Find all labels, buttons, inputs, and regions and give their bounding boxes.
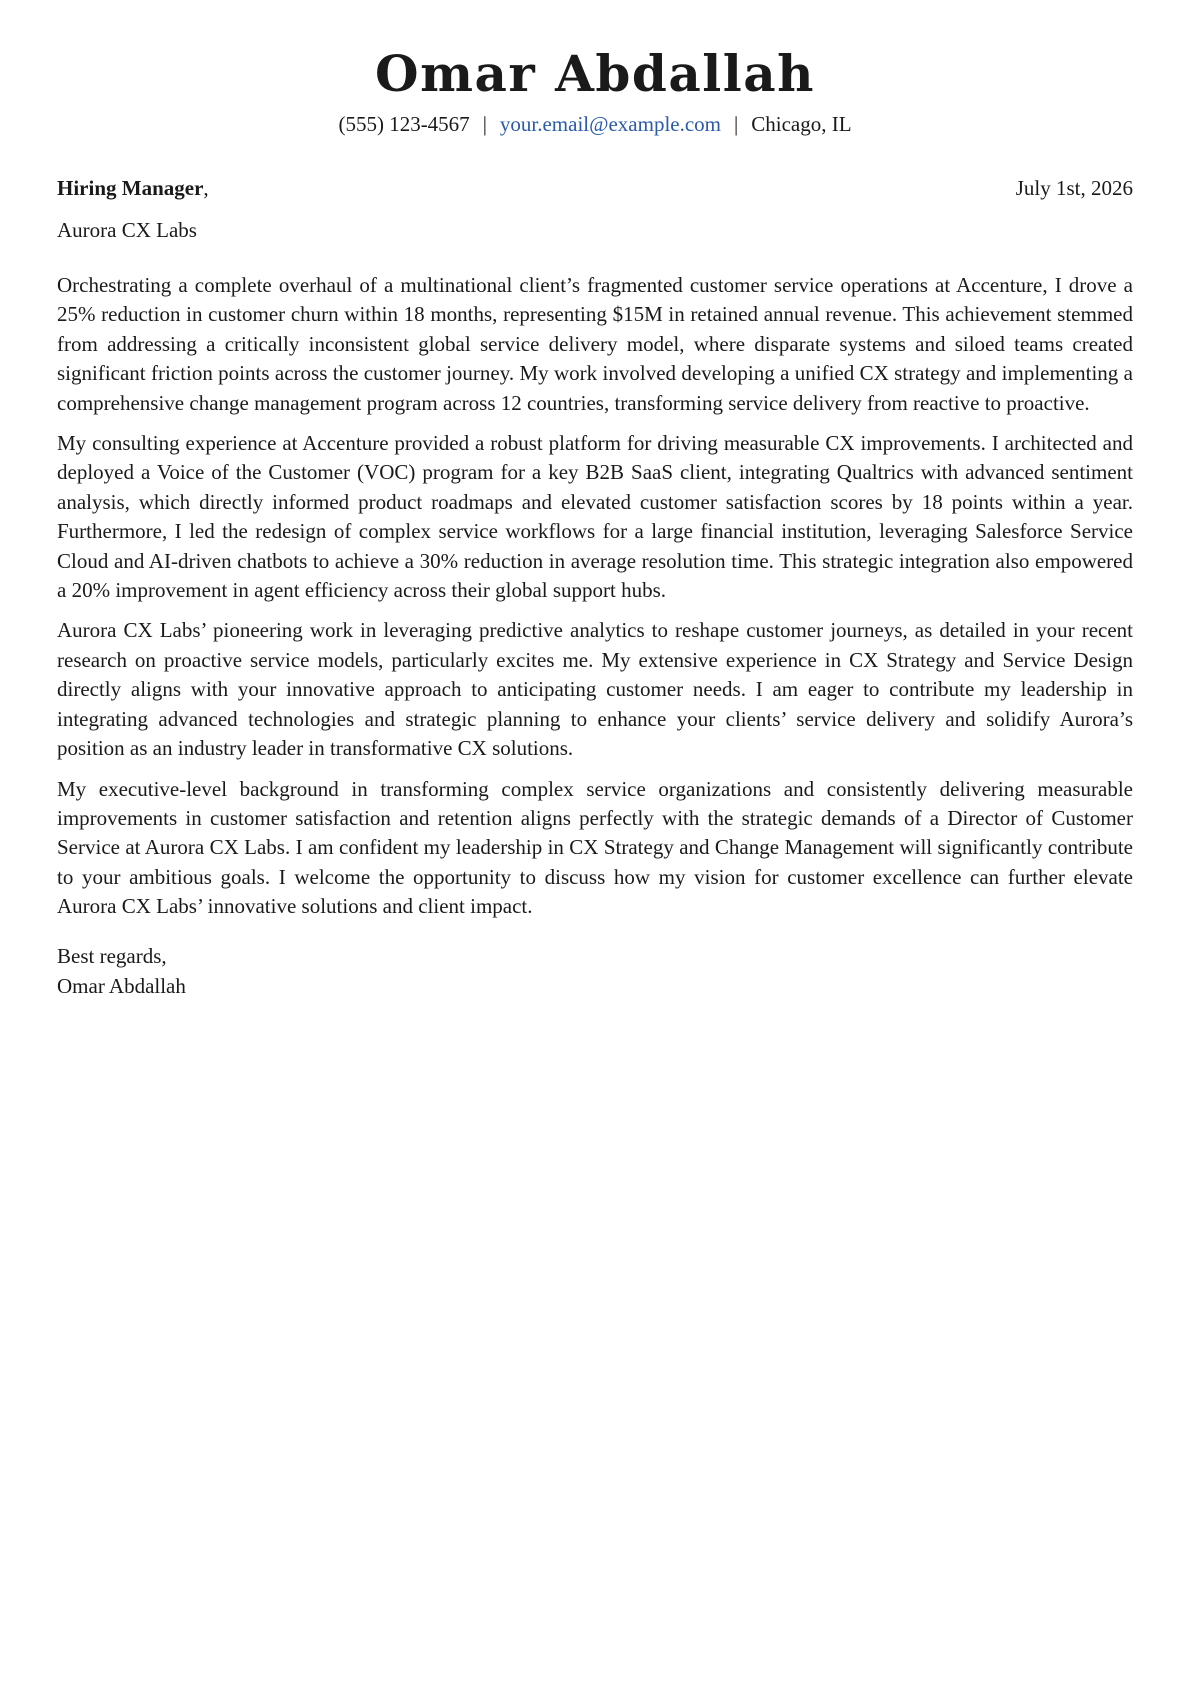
contact-separator: | — [734, 112, 739, 136]
closing-salutation: Best regards, — [57, 943, 167, 968]
phone-number: (555) 123-4567 — [338, 112, 470, 136]
body-paragraph: My consulting experience at Accenture provided a robust platform for driving measurable CX improvements. I architected and deployed a Voice of the Customer (VOC) program for a key B2B SaaS client, integrating Qualtrics with advanced sentiment analysis, which directly informed product roadmaps and elevated customer satisfaction scores by 18 points within a year. Furthermore, I led the redesign of complex service workflows for a large financial institution, leveraging Salesforce Service Cloud and AI-driven chatbots to achieve a 30% reduction in average resolution time. This strategic integration also empowered a 20% improvement in agent efficiency across their global support hubs. — [57, 431, 1133, 603]
cover-letter-page — [57, 0, 1133, 1001]
recipient-line — [57, 174, 209, 202]
closing-block — [57, 941, 1133, 1001]
body-paragraph: Orchestrating a complete overhaul of a multinational client’s fragmented customer service operations at Accenture, I drove a 25% reduction in customer churn within 18 months, representing $15M in retained annual revenue. This achievement stemmed from addressing a critically inconsistent global service delivery model, where disparate systems and siloed teams created significant friction points across the customer journey. My work involved developing a unified CX strategy and implementing a comprehensive change management program across 12 countries, transforming service delivery from reactive to proactive. — [57, 273, 1133, 415]
body-paragraph: My executive-level background in transforming complex service organizations and consistently delivering measurable improvements in customer satisfaction and retention aligns perfectly with the strategic demands of a Director of Customer Service at Aurora CX Labs. I am confident my leadership in CX Strategy and Change Management will significantly contribute to your ambitious goals. I welcome the opportunity to discuss how my vision for customer excellence can further elevate Aurora CX Labs’ innovative solutions and client impact. — [57, 776, 1133, 919]
salutation-row — [57, 174, 1133, 202]
recipient-suffix: , — [203, 176, 209, 200]
contact-separator: | — [482, 112, 487, 136]
contact-line — [57, 110, 1133, 138]
location: Chicago, IL — [751, 112, 852, 136]
email-link[interactable]: your.email@example.com — [499, 112, 722, 136]
body-paragraph: Aurora CX Labs’ pioneering work in leveraging predictive analytics to reshape customer journeys, as detailed in your recent research on proactive service models, particularly excites me. My extensive experience in CX Strategy and Service Design directly aligns with your innovative approach to anticipating customer needs. I am eager to contribute my leadership in integrating advanced technologies and strategic planning to enhance your clients’ service delivery and solidify Aurora’s position as an industry leader in transformative CX solutions. — [57, 618, 1133, 761]
applicant-name: Omar Abdallah — [375, 44, 815, 103]
signature-name: Omar Abdallah — [57, 973, 186, 998]
letter-body — [57, 271, 1133, 922]
recipient-company: Aurora CX Labs — [57, 218, 197, 242]
letter-date: July 1st, 2026 — [1015, 176, 1133, 200]
recipient-name: Hiring Manager — [57, 176, 204, 200]
